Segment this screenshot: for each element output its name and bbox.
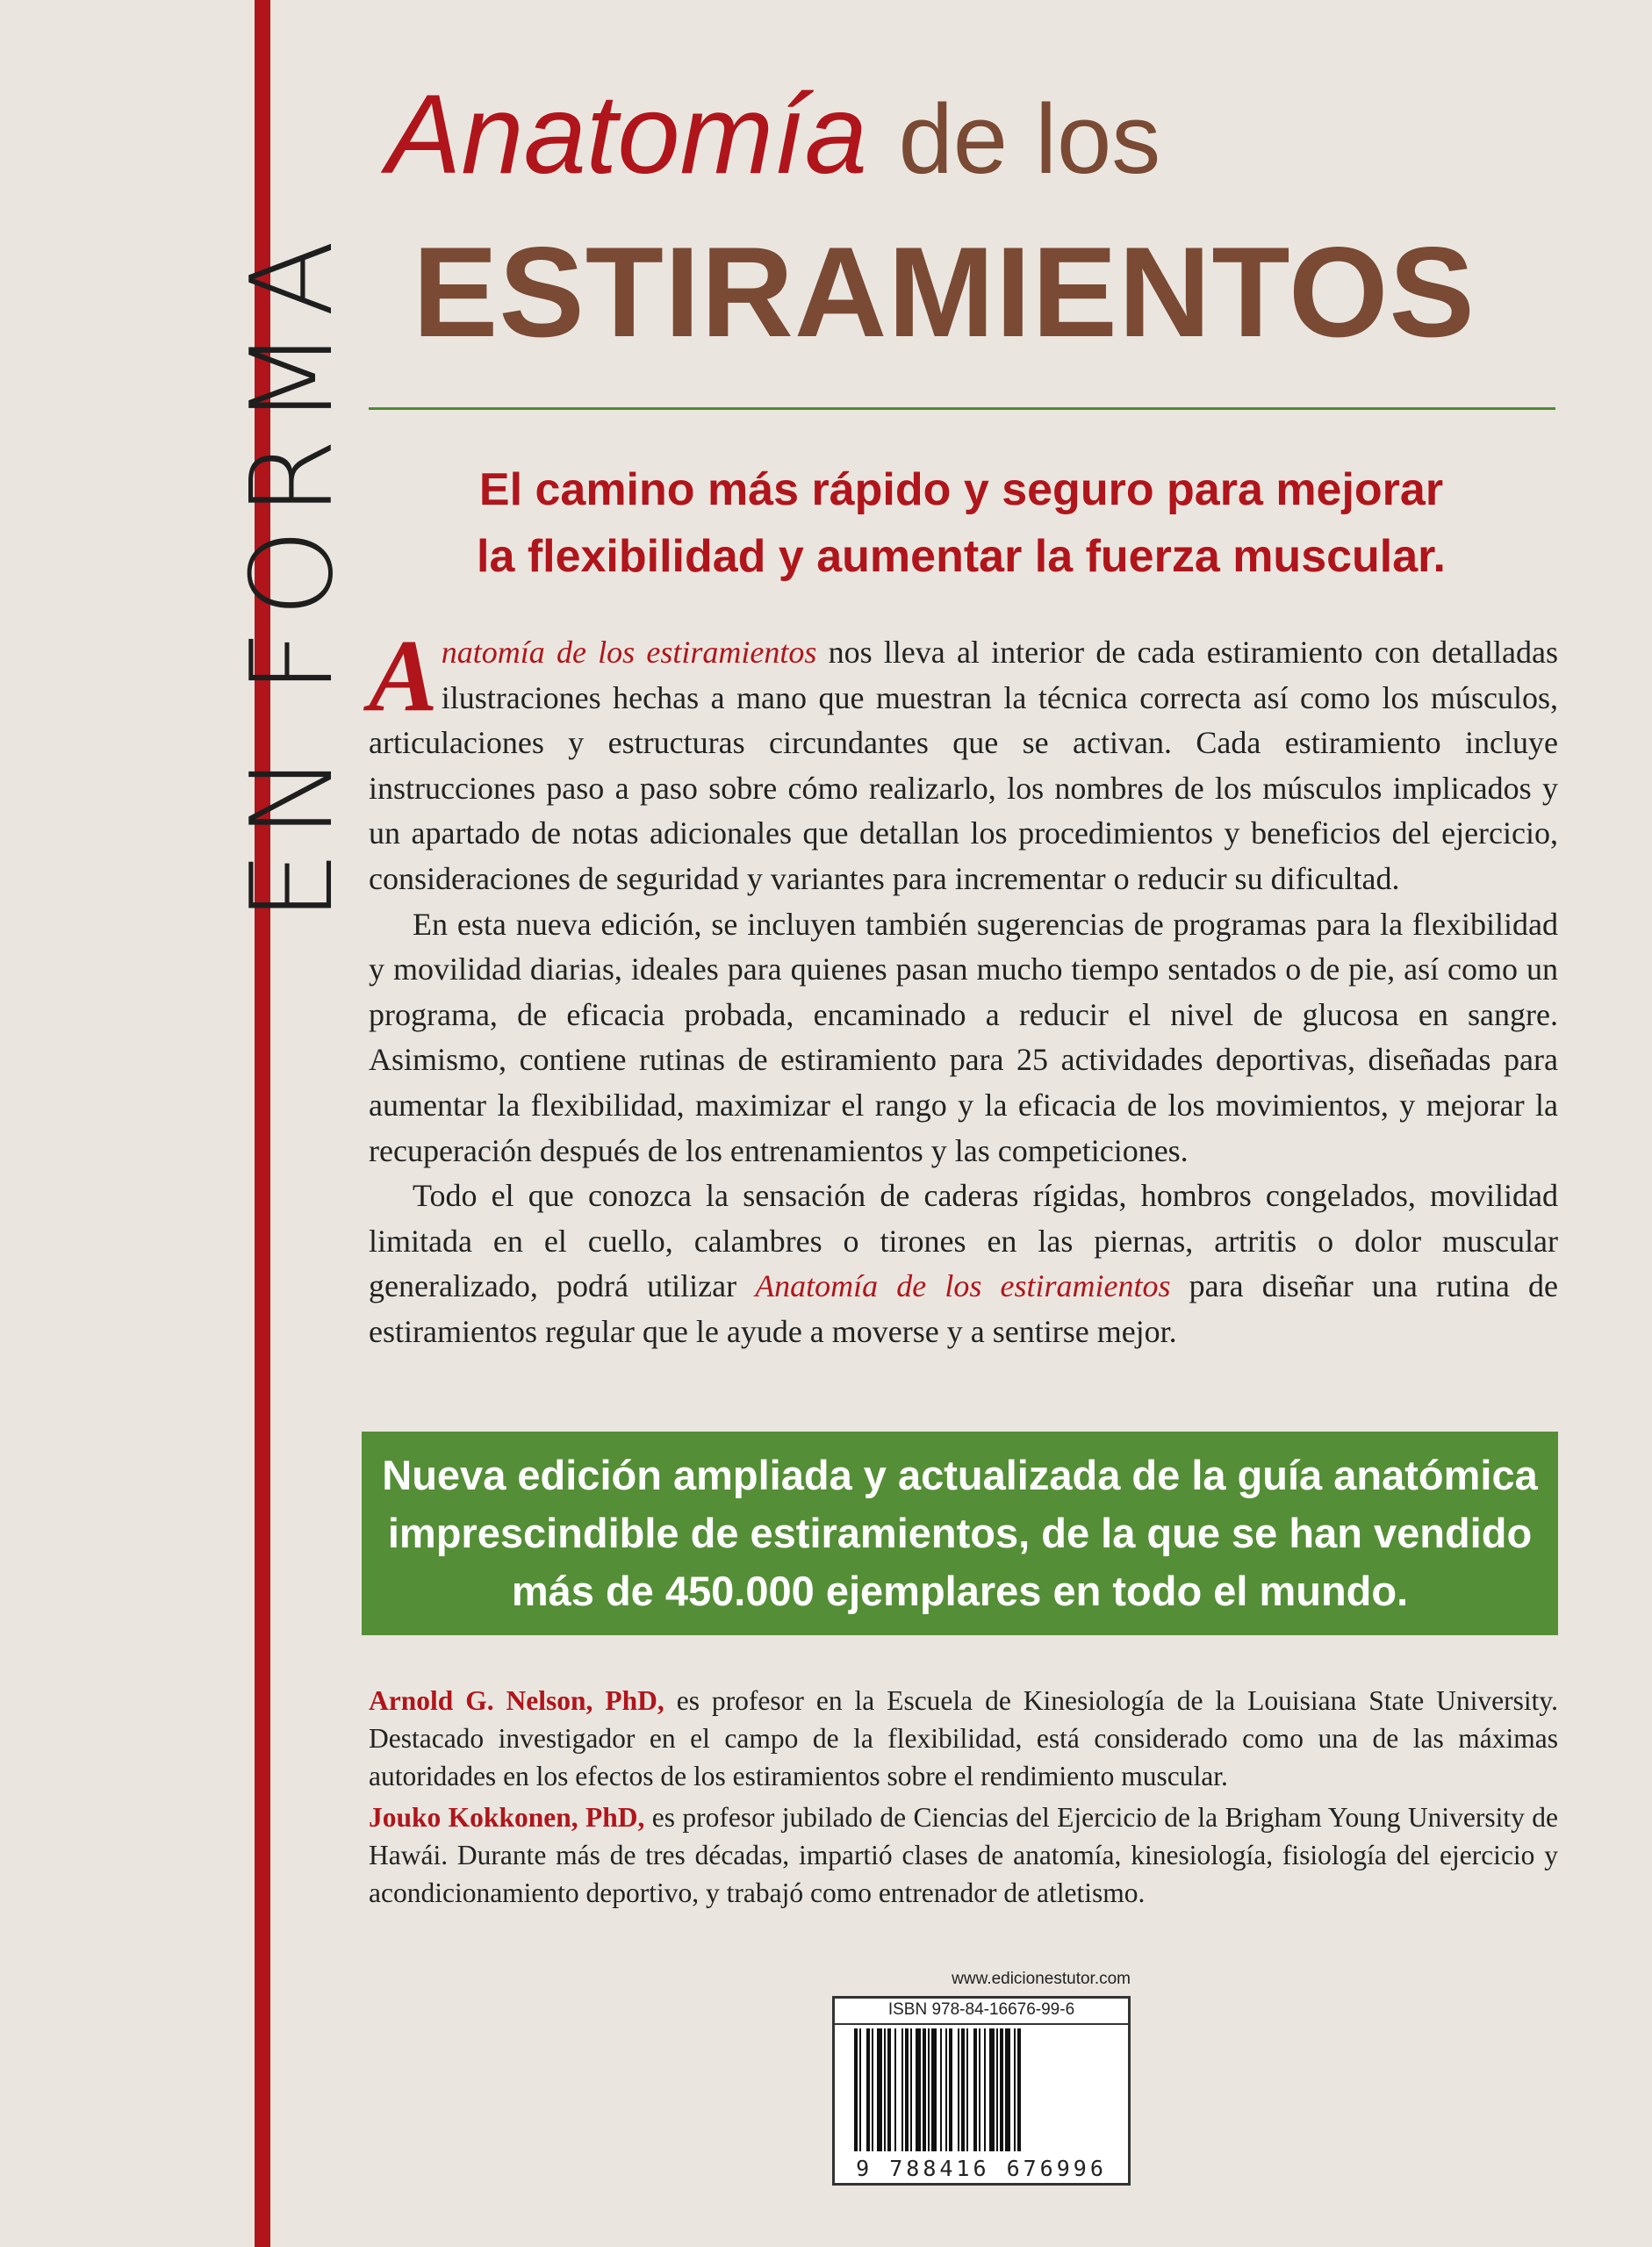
tagline: [351, 456, 1571, 590]
barcode-bar: [884, 2028, 886, 2151]
author-description: es profesor en la Escuela de Kinesiología de la Louisiana State University. Destacado investigador en el campo de la flexibilidad, está considerado como una de las máximas autoridades en los efectos de los estiramientos sobre el rendimiento muscular.: [369, 1685, 1558, 1791]
isbn-divider: [835, 2023, 1128, 2025]
publisher-website: www.edicionestutor.com: [952, 1970, 1131, 1988]
paragraph-3-start: Todo el que conozca la sensación de caderas rígidas, hombros congelados, movilidad limitada en el cuello, calambres o tirones en las piernas, artritis o dolor muscular generalizado, podrá utilizar: [369, 1178, 1558, 1304]
highlight-text: Nueva edición ampliada y actualizada de la guía anatómica imprescindible de estiramientos, de la que se han vendido más de 450.000 ejemplares en todo el mundo.: [382, 1452, 1538, 1614]
barcode-bar: [901, 2028, 903, 2151]
barcode-bar: [866, 2028, 870, 2151]
barcode-bar: [1017, 2028, 1021, 2151]
barcode-bar: [854, 2028, 858, 2151]
barcode-bar: [1000, 2028, 1003, 2151]
barcode-block: [832, 1970, 1131, 2186]
author-bio: [369, 1682, 1558, 1795]
series-title: EN FORMA: [227, 227, 358, 922]
barcode-bar: [1005, 2028, 1010, 2151]
barcode-bar: [859, 2028, 861, 2151]
highlight-box: [362, 1432, 1558, 1635]
description-text: [369, 618, 1558, 1355]
barcode-bar: [928, 2028, 930, 2151]
title-divider: [369, 407, 1555, 410]
author-bio: [369, 1798, 1558, 1912]
barcode-bar: [989, 2028, 995, 2151]
description-paragraph-2: En esta nueva edición, se incluyen también sugerencias de programas para la flexibilidad y movilidad diarias, ideales para quienes pasan mucho tiempo sentados o de pie, así como un programa, de eficacia probada, encaminado a reducir el nivel de glucosa en sangre. Asimismo, contiene rutinas de estiramiento para 25 actividades deportivas, diseñadas para aumentar la flexibilidad, maximizar el rango y la eficacia de los movimientos, y mejorar la recuperación después de los entrenamientos y las competiciones.: [369, 906, 1558, 1168]
barcode-bar: [949, 2028, 952, 2151]
barcode-bar: [916, 2028, 921, 2151]
tagline-line1: El camino más rápido y seguro para mejorar: [478, 464, 1444, 515]
description-paragraph-3: [369, 1174, 1558, 1354]
author-name: Arnold G. Nelson, PhD,: [369, 1685, 664, 1716]
barcode-bar: [1014, 2028, 1016, 2151]
barcode-bar: [984, 2028, 986, 2151]
barcode-box: [832, 1996, 1131, 2186]
barcode-number: 9 788416 676996: [856, 2156, 1107, 2181]
title-rest-words: de los: [898, 84, 1161, 194]
barcode-bar: [961, 2028, 965, 2151]
barcode-bars: [854, 2028, 1109, 2151]
barcode-bar: [905, 2028, 909, 2151]
author-name: Jouko Kokkonen, PhD,: [369, 1802, 645, 1833]
barcode-bar: [872, 2028, 873, 2151]
book-title-line2: ESTIRAMIENTOS: [413, 220, 1476, 363]
author-bios: [369, 1682, 1558, 1915]
description-paragraph-1: [369, 618, 1558, 902]
isbn-label: ISBN 978-84-16676-99-6: [887, 2000, 1075, 2019]
title-accent-word: Anatomía: [386, 72, 867, 197]
barcode-bar: [931, 2028, 937, 2151]
drop-cap: A: [369, 618, 438, 733]
barcode-bar: [979, 2028, 980, 2151]
barcode-bar: [877, 2028, 882, 2151]
barcode-bar: [973, 2028, 977, 2151]
book-title-italic: natomía de los estiramientos: [441, 635, 817, 670]
barcode-bar: [923, 2028, 926, 2151]
barcode-bar: [887, 2028, 891, 2151]
tagline-line2: la flexibilidad y aumentar la fuerza muscular.: [477, 531, 1446, 582]
author-description: es profesor jubilado de Ciencias del Ejercicio de la Brigham Young University de Hawái. Durante más de tres décadas, impartió clases de anatomía, kinesiología, fisiología del ejercicio y acondicionamiento deportivo, y trabajó como entrenador de atletismo.: [369, 1802, 1558, 1908]
barcode-bar: [996, 2028, 998, 2151]
barcode-bar: [940, 2028, 942, 2151]
barcode-bar: [945, 2028, 947, 2151]
barcode-bar: [894, 2028, 896, 2151]
barcode-bar: [910, 2028, 912, 2151]
paragraph-3-end: para diseñar una rutina de estiramientos regular que le ayude a moverse y a sentirse mejor.: [369, 1268, 1558, 1349]
book-title-italic-2: Anatomía de los estiramientos: [755, 1268, 1171, 1304]
book-title-line1: [386, 72, 1580, 197]
paragraph-1-text: nos lleva al interior de cada estiramiento con detalladas ilustraciones hechas a mano que muestran la técnica correcta así como los músculos, articulaciones y estructuras circundantes que se activan. Cada estiramiento incluye instrucciones paso a paso sobre cómo realizarlo, los nombres de los músculos implicados y un apartado de notas adicionales que detallan los procedimientos y beneficios del ejercicio, consideraciones de seguridad y variantes para incrementar o reducir su dificultad.: [369, 635, 1558, 896]
barcode-bar: [958, 2028, 959, 2151]
barcode-bar: [966, 2028, 968, 2151]
